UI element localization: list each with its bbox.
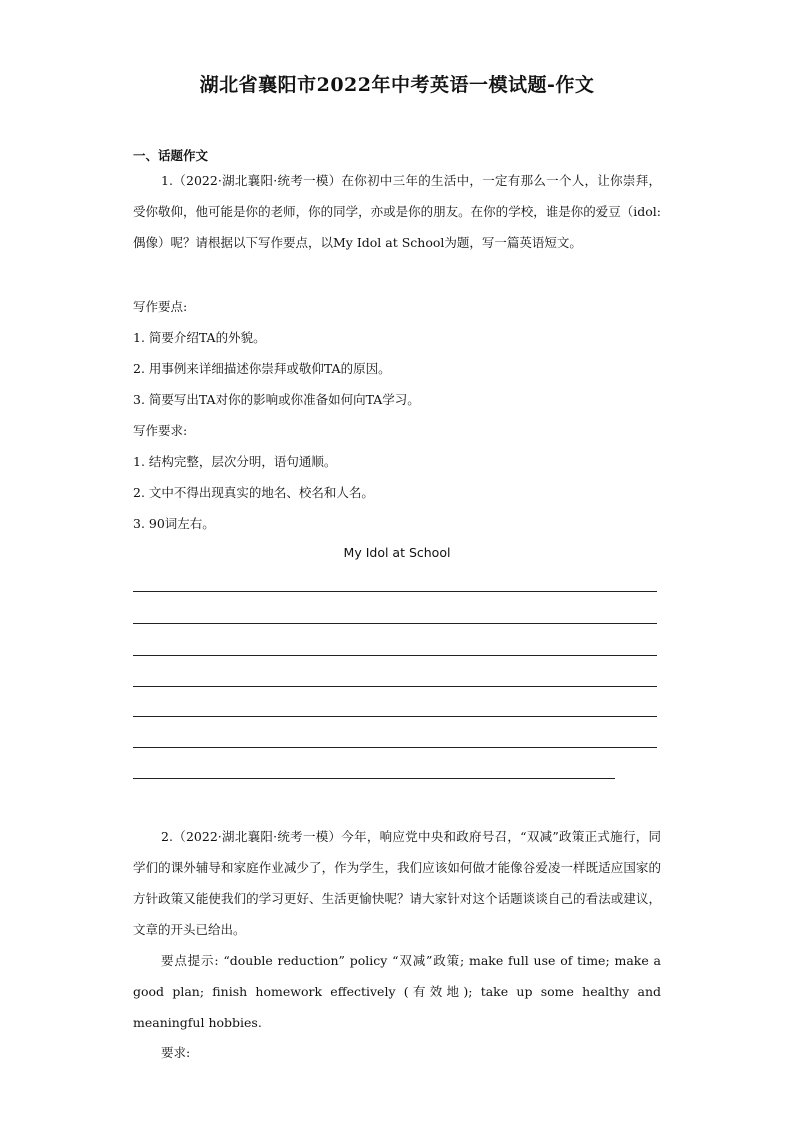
q2-hint: 要点提示: “double reduction” policy “双减”政策; make full use of time; make a good plan; finish homework effectively (有效地); take up some healthy and meaningful hobbies. <box>133 953 661 1030</box>
q1-points-label: 写作要点: <box>133 299 188 314</box>
q1-req-label: 写作要求: <box>133 423 188 438</box>
essay-title: My Idol at School <box>343 545 451 560</box>
writing-line <box>133 778 615 779</box>
writing-line <box>133 747 657 748</box>
writing-line <box>133 686 657 687</box>
q2-prompt: 2.（2022·湖北襄阳·统考一模）今年，响应党中央和政府号召，“双减”政策正式施行，同学们的课外辅导和家庭作业减少了，作为学生，我们应该如何做才能像谷爱凌一样既适应国家的方针政策又能使我们的学习更好、生活更愉快呢？请大家针对这个话题谈谈自己的看法或建议，文章的开头已给出。 <box>133 829 661 937</box>
q1-req-2: 2. 文中不得出现真实的地名、校名和人名。 <box>133 485 374 500</box>
q1-point-2: 2. 用事例来详细描述你崇拜或敬仰TA的原因。 <box>133 361 391 376</box>
writing-line <box>133 623 657 624</box>
q1-point-3: 3. 简要写出TA对你的影响或你准备如何向TA学习。 <box>133 392 420 407</box>
q1-req-3: 3. 90词左右。 <box>133 516 215 531</box>
writing-line <box>133 655 657 656</box>
writing-line <box>133 716 657 717</box>
page-title: 湖北省襄阳市2022年中考英语一模试题-作文 <box>199 74 595 96</box>
writing-line <box>133 591 657 592</box>
section-heading: 一、话题作文 <box>133 148 209 163</box>
q1-prompt: 1.（2022·湖北襄阳·统考一模）在你初中三年的生活中，一定有那么一个人，让你崇拜，受你敬仰，他可能是你的老师，你的同学，亦或是你的朋友。在你的学校，谁是你的爱豆（idol:偶像）呢？请根据以下写作要点，以My Idol at School为题，写一篇英语短文。 <box>133 173 661 250</box>
q1-point-1: 1. 简要介绍TA的外貌。 <box>133 330 266 345</box>
q2-req-label: 要求: <box>161 1045 191 1060</box>
q1-req-1: 1. 结构完整，层次分明，语句通顺。 <box>133 454 337 469</box>
